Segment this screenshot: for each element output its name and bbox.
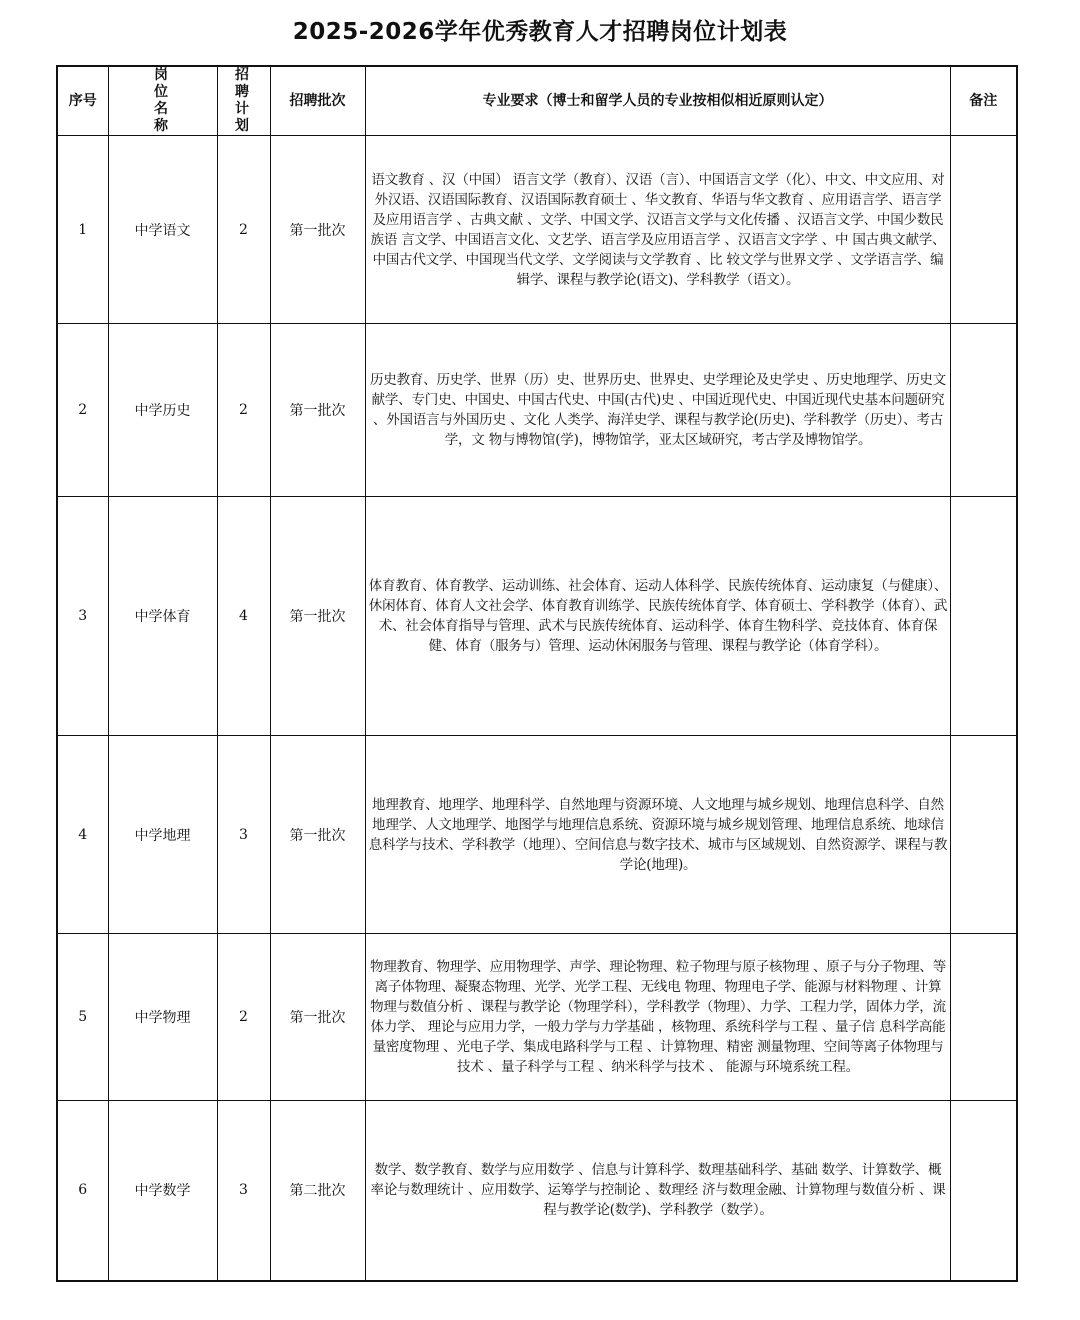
row-requirement: 物理教育、物理学、应用物理学、声学、理论物理、粒子物理与原子核物理 、原子与分子物理、等离子体物理、凝聚态物理、光学、光学工程、无线电 物理、物理电子学、能源与材料物理 、计算物理与数值分析 、课程与教学论（物理学科），学科教学（物理）、力学、工程力学，固体力学，流体力学、 理论与应用力学，一般力学与力学基础 ，核物理、系统科学与工程 、量子信 息科学高能量密度物理 、光电子学、集成电路科学与工程 、计算物理、精密 测量物理、空间等离子体物理与技术 、量子科学与工程 、纳米科学与技术 、 能源与环境系统工程。 [365,934,950,1101]
row-position: 中学体育 [108,497,217,736]
row-seq: 3 [57,497,108,736]
row-requirement: 历史教育、历史学、世界（历）史、世界历史、世界史、史学理论及史学史 、历史地理学、历史文献学、专门史、中国史、中国古代史、中国(古代)史 、中国近现代史、中国近现代史基本问题研究 、外国语言与外国历史 、文化 人类学、海洋史学、课程与教学论(历史)、学科教学（历史）、考古学，文 物与博物馆(学)，博物馆学，亚太区域研究，考古学及博物馆学。 [365,324,950,497]
row-remark [950,1101,1017,1281]
table-row [57,934,1017,1101]
row-batch: 第二批次 [270,1101,365,1281]
header-requirement: 专业要求（博士和留学人员的专业按相似相近原则认定） [365,66,950,136]
row-plan: 2 [217,324,270,497]
row-remark [950,136,1017,324]
row-seq: 2 [57,324,108,497]
row-batch: 第一批次 [270,497,365,736]
header-remark: 备注 [950,66,1017,136]
row-position: 中学历史 [108,324,217,497]
header-batch: 招聘批次 [270,66,365,136]
row-batch: 第一批次 [270,934,365,1101]
table-row [57,136,1017,324]
row-position: 中学语文 [108,136,217,324]
row-plan: 3 [217,736,270,934]
table-row [57,324,1017,497]
row-position: 中学数学 [108,1101,217,1281]
header-plan [217,66,270,136]
row-plan: 2 [217,934,270,1101]
row-requirement: 地理教育、地理学、地理科学、自然地理与资源环境、人文地理与城乡规划、地理信息科学、自然地理学、人文地理学、地图学与地理信息系统、资源环境与城乡规划管理、地理信息系统、地球信息科学与技术、学科教学（地理）、空间信息与数字技术、城市与区域规划、自然资源学、课程与教学论(地理)。 [365,736,950,934]
table-row [57,736,1017,934]
row-requirement: 数学、数学教育、数学与应用数学 、信息与计算科学、数理基础科学、基础 数学、计算数学、概率论与数理统计 、应用数学、运筹学与控制论 、数理经 济与数理金融、计算物理与数值分析 、课程与教学论(数学)、学科教学（数学）。 [365,1101,950,1281]
header-position [108,66,217,136]
header-seq: 序号 [57,66,108,136]
row-batch: 第一批次 [270,136,365,324]
row-requirement: 语文教育 、汉（中国） 语言文学（教育）、汉语（言）、中国语言文学（化）、中文、中文应用、对外汉语、汉语国际教育、汉语国际教育硕士 、华文教育、华语与华文教育 、应用语言学、语言学及应用语言学 、古典文献 、文学、中国文学、汉语言文学与文化传播 、汉语言文学、中国少数民族语 言文学、中国语言文化、文艺学、语言学及应用语言学 、汉语言文字学 、中 国古典文献学、中国古代文学、中国现当代文学、文学阅读与文学教育 、比 较文学与世界文学 、文学语言学、编辑学、课程与教学论(语文)、学科教学（语文）。 [365,136,950,324]
row-seq: 6 [57,1101,108,1281]
table-header-row [57,66,1017,136]
row-batch: 第一批次 [270,736,365,934]
table-row [57,497,1017,736]
table-row [57,1101,1017,1281]
row-plan: 3 [217,1101,270,1281]
row-plan: 2 [217,136,270,324]
page-title: 2025-2026学年优秀教育人才招聘岗位计划表 [292,19,788,45]
row-position: 中学物理 [108,934,217,1101]
row-remark [950,324,1017,497]
row-remark [950,497,1017,736]
row-batch: 第一批次 [270,324,365,497]
recruitment-plan-table [56,65,1018,1282]
row-plan: 4 [217,497,270,736]
row-remark [950,736,1017,934]
header-plan-label: 招聘计划 [235,67,252,134]
row-seq: 1 [57,136,108,324]
row-seq: 4 [57,736,108,934]
row-requirement: 体育教育、体育教学、运动训练、社会体育、运动人体科学、民族传统体育、运动康复（与健康）、休闲体育、体育人文社会学、体育教育训练学、民族传统体育学、体育硕士、学科教学（体育）、武术、社会体育指导与管理、武术与民族传统体育、运动科学、体育生物科学、竞技体育、体育保健、体育（服务与）管理、运动休闲服务与管理、课程与教学论（体育学科）。 [365,497,950,736]
row-position: 中学地理 [108,736,217,934]
row-seq: 5 [57,934,108,1101]
header-position-label: 岗位名称 [154,67,171,134]
row-remark [950,934,1017,1101]
